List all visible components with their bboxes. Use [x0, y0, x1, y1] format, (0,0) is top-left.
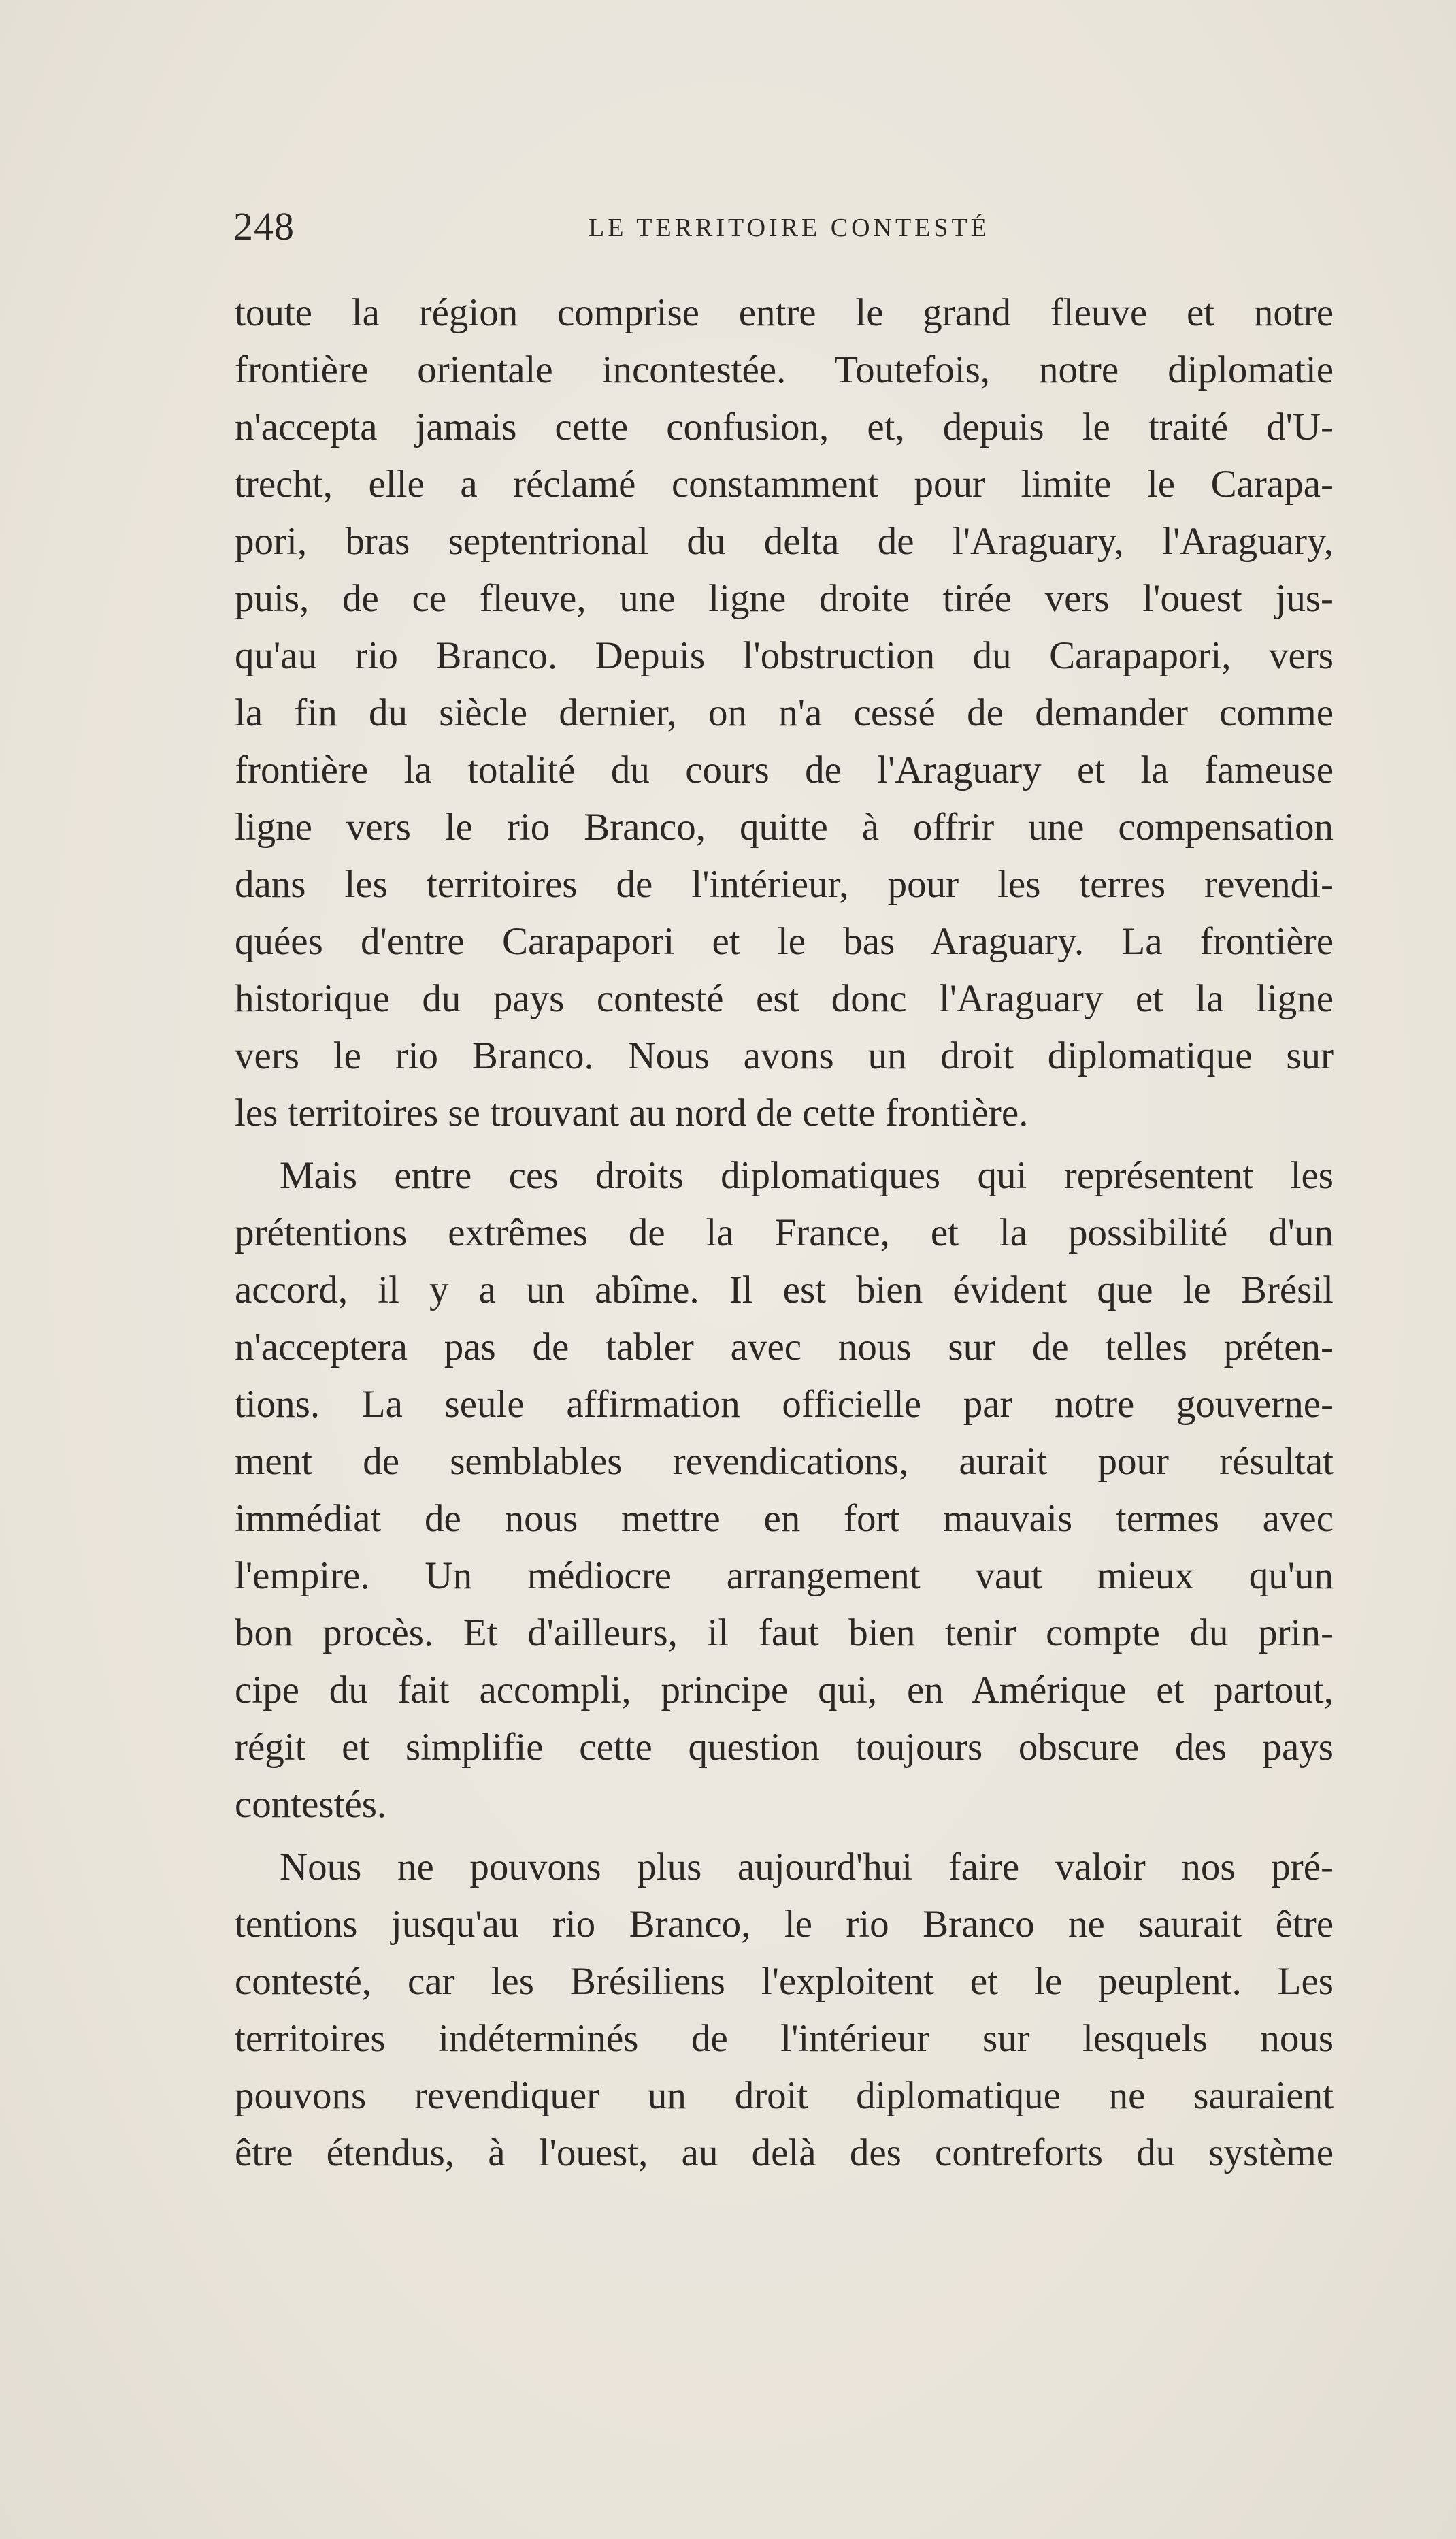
text-line: tentions jusqu'au rio Branco, le rio Branco ne saurait être	[235, 1903, 1334, 1946]
text-line: quées d'entre Carapapori et le bas Araguary. La frontière	[235, 920, 1334, 963]
text-line: immédiat de nous mettre en fort mauvais termes avec	[235, 1497, 1334, 1540]
text-line: frontière orientale incontestée. Toutefois, notre diplomatie	[235, 348, 1334, 391]
text-line: cipe du fait accompli, principe qui, en Amérique et partout,	[235, 1669, 1334, 1711]
text-line: tions. La seule affirmation officielle par notre gouverne-	[235, 1383, 1334, 1426]
text-line: trecht, elle a réclamé constamment pour limite le Carapa-	[235, 463, 1334, 506]
text-line: Mais entre ces droits diplomatiques qui représentent les	[280, 1154, 1334, 1197]
text-line: les territoires se trouvant au nord de cette frontière.	[235, 1092, 1029, 1134]
text-line: être étendus, à l'ouest, au delà des contreforts du système	[235, 2131, 1334, 2174]
text-line: dans les territoires de l'intérieur, pour les terres revendi-	[235, 863, 1334, 906]
text-line: pouvons revendiquer un droit diplomatique ne sauraient	[235, 2074, 1334, 2117]
text-line: l'empire. Un médiocre arrangement vaut mieux qu'un	[235, 1554, 1334, 1597]
page-number: 248	[233, 204, 295, 248]
paragraph	[235, 1147, 1334, 1833]
text-line: ligne vers le rio Branco, quitte à offrir une compensation	[235, 806, 1334, 849]
text-line: prétentions extrêmes de la France, et la possibilité d'un	[235, 1211, 1334, 1254]
body-text	[235, 284, 1334, 2187]
text-line: contesté, car les Brésiliens l'exploitent et le peuplent. Les	[235, 1960, 1334, 2003]
text-line: vers le rio Branco. Nous avons un droit diplomatique sur	[235, 1034, 1334, 1077]
running-title: LE TERRITOIRE CONTESTÉ	[589, 214, 990, 242]
text-line: frontière la totalité du cours de l'Araguary et la fameuse	[235, 749, 1334, 791]
text-line: n'acceptera pas de tabler avec nous sur de telles préten-	[235, 1326, 1334, 1369]
text-line: régit et simplifie cette question toujours obscure des pays	[235, 1726, 1334, 1769]
text-line: ment de semblables revendications, aurait pour résultat	[235, 1440, 1334, 1483]
text-line: pori, bras septentrional du delta de l'Araguary, l'Araguary,	[235, 520, 1334, 563]
text-line: Nous ne pouvons plus aujourd'hui faire valoir nos pré-	[280, 1846, 1334, 1888]
text-line: accord, il y a un abîme. Il est bien évident que le Brésil	[235, 1268, 1334, 1311]
text-line: puis, de ce fleuve, une ligne droite tirée vers l'ouest jus-	[235, 577, 1334, 620]
text-line: toute la région comprise entre le grand fleuve et notre	[235, 291, 1334, 334]
text-line: la fin du siècle dernier, on n'a cessé de demander comme	[235, 691, 1334, 734]
text-line: territoires indéterminés de l'intérieur sur lesquels nous	[235, 2017, 1334, 2060]
text-line: n'accepta jamais cette confusion, et, depuis le traité d'U-	[235, 406, 1334, 448]
text-line: bon procès. Et d'ailleurs, il faut bien tenir compte du prin-	[235, 1611, 1334, 1654]
text-line: contestés.	[235, 1783, 387, 1826]
paragraph	[235, 1839, 1334, 2182]
paragraph	[235, 284, 1334, 1142]
text-line: qu'au rio Branco. Depuis l'obstruction du Carapapori, vers	[235, 634, 1334, 677]
text-line: historique du pays contesté est donc l'Araguary et la ligne	[235, 977, 1334, 1020]
